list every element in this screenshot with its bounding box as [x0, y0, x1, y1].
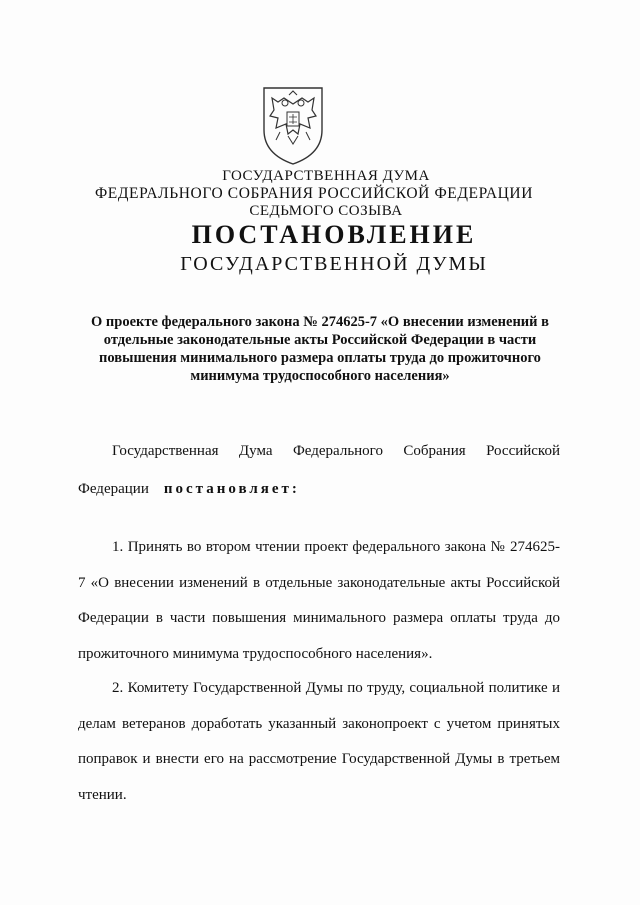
- preamble-line-1: Государственная Дума Федерального Собрания Российской: [112, 443, 560, 459]
- preamble-line-2: [78, 474, 560, 505]
- header-line-3: СЕДЬМОГО СОЗЫВА: [249, 203, 403, 219]
- preamble-line-2-start: Федерации: [78, 481, 149, 497]
- header-line-1: ГОСУДАРСТВЕННАЯ ДУМА: [222, 168, 430, 184]
- header-line-2: ФЕДЕРАЛЬНОГО СОБРАНИЯ РОССИЙСКОЙ ФЕДЕРАЦИИ: [94, 185, 534, 202]
- document-subject: О проекте федерального закона № 274625-7 «О внесении изменений в отдельные законодательные акты Российской Федерации в части повышения минимального размера оплаты труда до прожиточного минимума трудоспособного населения»: [91, 314, 549, 384]
- coat-of-arms-icon: [258, 84, 328, 166]
- resolution-item-2: 2. Комитету Государственной Думы по труду, социальной политике и делам ветеранов доработать указанный законопроект с учетом принятых поправок и внести его на рассмотрение Государственной Думы в третьем чтении.: [78, 680, 560, 803]
- resolution-item-1: 1. Принять во втором чтении проект федерального закона № 274625-7 «О внесении изменений в отдельные законодательные акты Российской Федерации в части повышения минимального размера оплаты труда до прожиточного минимума трудоспособного населения».: [78, 539, 560, 662]
- document-subtitle: ГОСУДАРСТВЕННОЙ ДУМЫ: [180, 253, 488, 275]
- document-title: ПОСТАНОВЛЕНИЕ: [191, 220, 477, 249]
- preamble-emphasis: постановляет:: [163, 481, 300, 497]
